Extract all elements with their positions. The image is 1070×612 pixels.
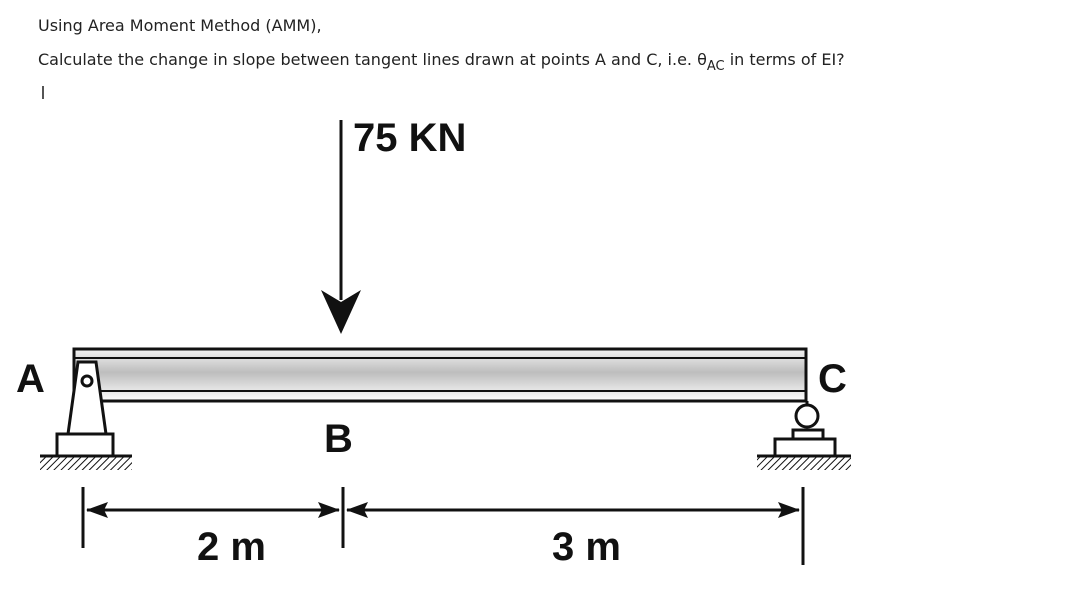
load-label: 75 KN xyxy=(353,116,467,160)
question-text: Calculate the change in slope between tangent lines drawn at points A and C, i.e. θ xyxy=(38,50,707,69)
dimension-lines xyxy=(83,487,803,565)
question-text-end: in terms of EI? xyxy=(724,50,845,69)
roller-support-icon xyxy=(757,401,851,470)
question-line-1: Using Area Moment Method (AMM), xyxy=(38,16,322,35)
point-a-label: A xyxy=(16,357,45,401)
point-b-label: B xyxy=(324,417,353,461)
theta-subscript: AC xyxy=(706,59,725,74)
dimension-bc-label: 3 m xyxy=(552,525,621,569)
dimension-ab-label: 2 m xyxy=(197,525,266,569)
point-c-label: C xyxy=(818,357,847,401)
beam xyxy=(74,349,806,401)
